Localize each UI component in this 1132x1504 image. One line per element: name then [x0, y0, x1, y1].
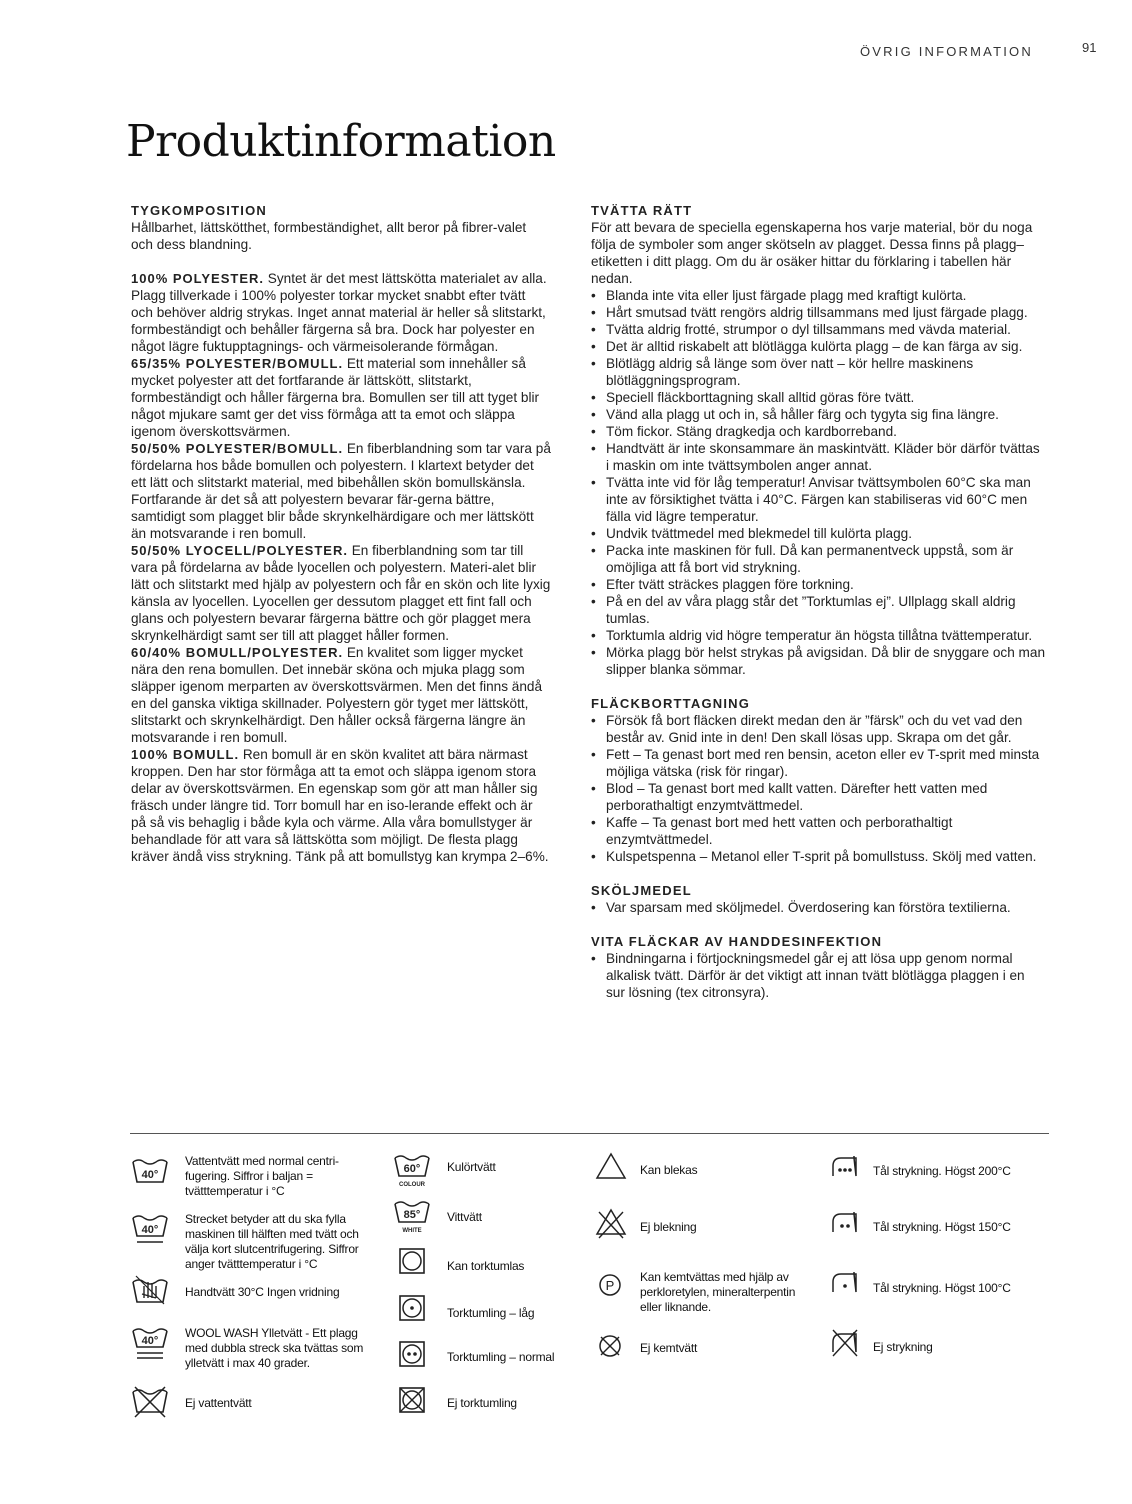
list-item: • Undvik tvättmedel med blekmedel till kulörta plagg. — [591, 525, 1046, 542]
svg-text:40°: 40° — [141, 1169, 159, 1181]
legend-label: Ej strykning — [873, 1340, 933, 1354]
list-item: • Blötlägg aldrig så länge som över natt – kör hellre maskinens blötläggningsprogram. — [591, 355, 1046, 389]
vita-list — [591, 950, 1046, 1001]
list-item: • Töm fickor. Stäng dragkedja och kardborreband. — [591, 423, 1046, 440]
flack-list — [591, 712, 1046, 865]
svg-text:85°: 85° — [403, 1209, 421, 1221]
list-item: • Blanda inte vita eller ljust färgade plagg med kraftigt kulörta. — [591, 287, 1046, 304]
left-column — [131, 202, 551, 865]
legend-label: Tål strykning. Högst 100°C — [873, 1281, 1011, 1295]
list-item: • Blod – Ta genast bort med kallt vatten. Därefter hett vatten med perborathaltigt enzymtvättmedel. — [591, 780, 1046, 814]
legend-item-dryclean — [591, 1270, 810, 1315]
legend-item-wash-line — [130, 1212, 365, 1272]
list-item: • Kulspetspenna – Metanol eller T-sprit på bomullstuss. Skölj med vatten. — [591, 848, 1046, 865]
bleach-triangle-icon — [591, 1152, 631, 1190]
paragraph-lyocell: 50/50% LYOCELL/POLYESTER. En fiberblandning som tar till vara på fördelarna av både lyocellen och polyestern. Materi-alet blir lätt och slitstarkt med hjälp av polyestern och får en skön och lite lyxig känsla av lyocellen. Lyocellen ger dessutom plagget ett fint fall och glans och polyestern bevarar färgerna bättre och gör plagget mera skrynkelhärdigt samt ser till att plagget håller formen. — [131, 543, 551, 643]
wash-60-colour-icon — [392, 1154, 432, 1192]
paragraph-polyester: 100% POLYESTER. Syntet är det mest lättskötta materialet av alla. Plagg tillverkade i 100% polyester torkar mycket snabbt efter tvätt och behöver aldrig strykas. Inget annat material är heller så slitstarkt, formbeständigt och behåller färgerna så bra. Dock har polyester en något lägre fuktupptagnings- och värmeisolerande förmågan. — [131, 271, 547, 354]
hand-wash-icon — [130, 1270, 170, 1308]
wash-85-white-icon — [392, 1200, 432, 1238]
wash-tub-40-line-icon — [130, 1212, 170, 1250]
list-item: • Bindningarna i förtjockningsmedel går ej att lösa upp genom normal alkalisk tvätt. Därför är det viktigt att innan tvätt blötlägga plaggen i en sur lösning (tex citronsyra). — [591, 950, 1046, 1001]
legend-item-no-wash — [130, 1384, 365, 1422]
list-item: • Torktumla aldrig vid högre temperatur än högsta tillåtna tvättemperatur. — [591, 627, 1046, 644]
legend-item-iron-150 — [830, 1208, 1043, 1246]
tumble-normal-icon — [392, 1340, 432, 1378]
legend-item-no-iron — [830, 1328, 1043, 1366]
legend-label: Kan kemtvättas med hjälp av perkloretylen, mineralterpentin eller liknande. — [640, 1270, 796, 1314]
no-bleach-icon — [591, 1208, 631, 1246]
legend-label: Torktumling – normal — [447, 1350, 555, 1364]
svg-text:WHITE: WHITE — [402, 1228, 422, 1234]
list-item: • Hårt smutsad tvätt rengörs aldrig tillsammans med ljust färgade plagg. — [591, 304, 1046, 321]
tvatta-list — [591, 287, 1046, 678]
legend-label: Ej torktumling — [447, 1396, 517, 1410]
legend-item-wash-normal — [130, 1154, 365, 1199]
list-item: • Efter tvätt sträckes plaggen före torkning. — [591, 576, 1046, 593]
list-item: • Försök få bort fläcken direkt medan den är ”färsk” och du vet vad den består av. Gnid inte in den! Den skall lösas upp. Skrapa om det går. — [591, 712, 1046, 746]
list-item: • Mörka plagg bör helst strykas på avigsidan. Då blir de snyggare och man slipper blanka sömmar. — [591, 644, 1046, 678]
legend-item-hand-wash — [130, 1270, 365, 1308]
legend-label: Kan blekas — [640, 1163, 698, 1177]
iron-two-dots-icon — [830, 1208, 870, 1246]
legend-divider — [130, 1133, 1049, 1134]
legend-label: Torktumling – låg — [447, 1306, 535, 1320]
legend-item-bleach — [591, 1152, 800, 1190]
tygkomposition-heading: TYGKOMPOSITION — [131, 203, 267, 218]
legend-item-tumble-low — [392, 1294, 567, 1332]
svg-text:40°: 40° — [141, 1224, 159, 1236]
tygkomposition-text: Hållbarhet, lättskötthet, formbeständighet, allt beror på fibrer-valet och dess blandning. — [131, 220, 527, 252]
list-item: • Packa inte maskinen för full. Då kan permanentveck uppstå, som är omöjliga att få bort vid strykning. — [591, 542, 1046, 576]
legend-label: Ej vattentvätt — [185, 1396, 252, 1410]
skolj-list — [591, 899, 1046, 916]
legend-item-iron-200 — [830, 1152, 1043, 1190]
no-tumble-icon — [392, 1386, 432, 1424]
tumble-dry-icon — [392, 1247, 432, 1285]
legend-label: Ej blekning — [640, 1220, 697, 1234]
skoljmedel-heading: SKÖLJMEDEL — [591, 883, 692, 898]
page-number: 91 — [1082, 40, 1097, 55]
list-item: • Var sparsam med sköljmedel. Överdosering kan förstöra textilierna. — [591, 899, 1046, 916]
list-item: • Tvätta inte vid för låg temperatur! Anvisar tvättsymbolen 60°C ska man inte av försiktighet tvätta i 40°C. Färgen kan stabiliseras vid 60°C men fälla vid lägre temperatur. — [591, 474, 1046, 525]
list-item: • Tvätta aldrig frotté, strumpor o dyl tillsammans med vävda material. — [591, 321, 1046, 338]
legend-item-no-tumble — [392, 1386, 567, 1424]
paragraph-65-35: 65/35% POLYESTER/BOMULL. Ett material som innehåller så mycket polyester att det fortfarande är lättskött, slitstarkt, formbeständigt och håller färgerna bra. Bomullen ser till att tyget blir något mjukare samt ger det viss förmåga att ta emot och släppa igenom överskottsvärmen. — [131, 356, 540, 439]
legend-label: Vittvätt — [447, 1210, 482, 1224]
legend-label: Kulörtvätt — [447, 1160, 496, 1174]
legend-label: Tål strykning. Högst 200°C — [873, 1164, 1011, 1178]
legend-label: Vattentvätt med normal centri-fugering. Siffror i baljan = tvätttemperatur i °C — [185, 1154, 339, 1198]
page-title: Produktinformation — [126, 116, 556, 167]
list-item: • Kaffe – Ta genast bort med hett vatten och perborathaltigt enzymtvättmedel. — [591, 814, 1046, 848]
legend-label: WOOL WASH Ylletvätt - Ett plagg med dubbla streck ska tvättas som ylletvätt i max 40 grader. — [185, 1326, 364, 1370]
iron-one-dot-icon — [830, 1268, 870, 1306]
wash-tub-40-icon — [130, 1154, 170, 1192]
legend-item-colour — [392, 1154, 567, 1192]
legend-label: Strecket betyder att du ska fylla maskinen till hälften med tvätt och välja kort slutcentrifugering. Siffror anger tvätttemperatur i °C — [185, 1212, 359, 1271]
iron-three-dots-icon — [830, 1152, 870, 1190]
flackborttagning-heading: FLÄCKBORTTAGNING — [591, 696, 751, 711]
page-header — [0, 40, 1132, 64]
section-label: ÖVRIG INFORMATION — [860, 44, 1033, 59]
legend-label: Ej kemtvätt — [640, 1341, 698, 1355]
paragraph-60-40: 60/40% BOMULL/POLYESTER. En kvalitet som ligger mycket nära den rena bomullen. Det innebär sköna och mjuka plagg som släpper igenom merparten av överskottsvärmen. Men det finns ändå en del ganska viktiga skillnader. Polyestern gör tyget mer lättskött, slitstarkt och skrynkelhärdigt. Den håller också färgerna längre än motsvarande i ren bomull. — [131, 645, 543, 745]
list-item: • Speciell fläckborttagning skall alltid göras före tvätt. — [591, 389, 1046, 406]
paragraph-bomull: 100% BOMULL. Ren bomull är en skön kvalitet att bära närmast kroppen. Den har stor förmåga att ta emot och släppa igenom stora delar av överskottsvärmen. En egenskap som gör att man håller sig fräsch under längre tid. Torr bomull har en iso-lerande effekt och är på så vis behaglig i både kyla och värme. Alla våra bomullstyger är behandlade för att vara så lättskötta som möjligt. De flesta plagg kräver ändå viss strykning. Tänk på att bomullstyg kan krympa 2–6%. — [131, 747, 549, 864]
svg-text:COLOUR: COLOUR — [399, 1182, 425, 1188]
legend-label: Handtvätt 30°C Ingen vridning — [185, 1285, 340, 1299]
tumble-low-icon — [392, 1294, 432, 1332]
vita-flackar-heading: VITA FLÄCKAR AV HANDDESINFEKTION — [591, 934, 883, 949]
legend-item-no-dryclean — [591, 1332, 800, 1370]
list-item: • Det är alltid riskabelt att blötlägga kulörta plagg – de kan färga av sig. — [591, 338, 1046, 355]
no-iron-icon — [830, 1328, 870, 1366]
svg-text:60°: 60° — [403, 1163, 421, 1175]
tvatta-intro: För att bevara de speciella egenskaperna hos varje material, bör du noga följa de symboler som anger skötseln av plagget. Dessa finns på plagg–etiketten i ditt plagg. Om du är osäker hittar du förklaring i tabellen här nedan. — [591, 220, 1033, 286]
legend-item-tumble-normal — [392, 1340, 567, 1378]
legend-item-iron-100 — [830, 1268, 1043, 1306]
svg-text:40°: 40° — [141, 1335, 159, 1347]
legend-label: Kan torktumlas — [447, 1259, 525, 1273]
legend-item-no-bleach — [591, 1208, 800, 1246]
list-item: • Handtvätt är inte skonsammare än maskintvätt. Kläder bör därför tvättas i maskin om inte tvättsymbolen anger annat. — [591, 440, 1046, 474]
legend-item-wool-wash — [130, 1326, 365, 1371]
svg-text:P: P — [605, 1278, 615, 1293]
list-item: • Fett – Ta genast bort med ren bensin, aceton eller ev T-sprit med minsta möjliga vätska (risk för ringar). — [591, 746, 1046, 780]
right-column — [591, 202, 1046, 1018]
tvatta-heading: TVÄTTA RÄTT — [591, 203, 693, 218]
list-item: • Vänd alla plagg ut och in, så håller färg och tygyta sig fina längre. — [591, 406, 1046, 423]
paragraph-50-50-bomull: 50/50% POLYESTER/BOMULL. En fiberblandning som tar vara på fördelarna hos både bomullen och polyestern. I klartext betyder det ett lätt och slitstarkt material, med bibehållen skön bomullskänsla. Fortfarande är det så att polyestern bevarar fär-gerna bättre, samtidigt som plagget blir både skrynkelhärdigare och mer lättskött än motsvarande i ren bomull. — [131, 441, 551, 541]
legend-item-white — [392, 1200, 567, 1238]
wool-wash-icon — [130, 1326, 170, 1364]
legend-item-tumble — [392, 1247, 567, 1285]
no-dryclean-icon — [591, 1332, 631, 1370]
dryclean-p-icon — [591, 1270, 631, 1308]
no-wash-icon — [130, 1384, 170, 1422]
list-item: • På en del av våra plagg står det ”Torktumlas ej”. Ullplagg skall aldrig tumlas. — [591, 593, 1046, 627]
legend-label: Tål strykning. Högst 150°C — [873, 1220, 1011, 1234]
